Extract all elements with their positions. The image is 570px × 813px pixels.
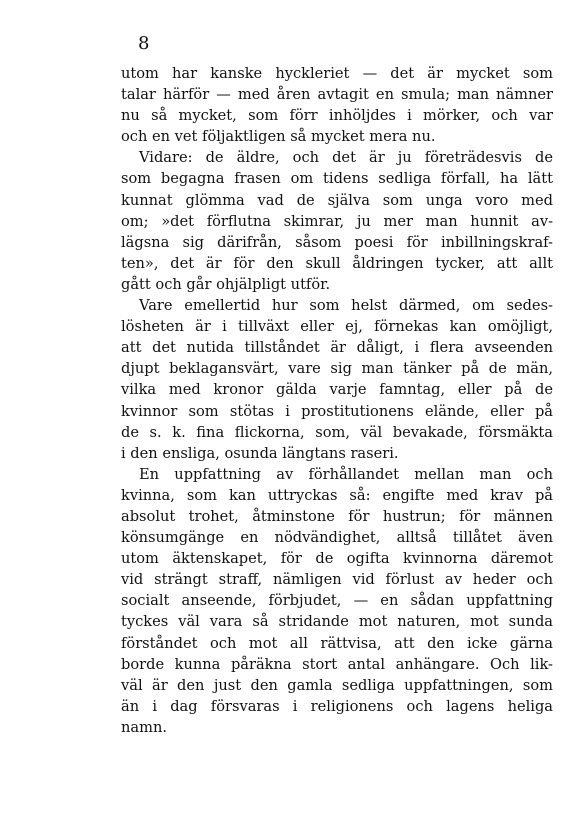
text-line: att det nutida tillståndet är dåligt, i flera avseenden <box>121 339 553 357</box>
text-line: djupt beklagansvärt, vare sig man tänker på de män, <box>121 360 553 378</box>
text-line: kvinna, som kan uttryckas så: engifte med krav på <box>121 486 553 504</box>
text-line: borde kunna påräkna stort antal anhängare. Och lik- <box>121 655 553 673</box>
text-line: vilka med kronor gälda varje famntag, eller på de <box>121 381 553 399</box>
text-line: tyckes väl vara så stridande mot naturen, mot sunda <box>121 613 553 631</box>
text-line: utom äktenskapet, för de ogifta kvinnorna däremot <box>121 550 553 568</box>
text-line: och en vet följaktligen så mycket mera nu. <box>121 128 436 146</box>
text-line: talar härför — med åren avtagit en smula; man nämner <box>121 86 553 104</box>
paragraph <box>121 147 553 295</box>
body-text <box>121 63 553 738</box>
text-line: lägsna sig därifrån, såsom poesi för inbillningskraf- <box>121 233 553 251</box>
text-line: socialt anseende, förbjudet, — en sådan uppfattning <box>121 592 553 610</box>
text-line: kvinnor som stötas i prostitutionens elände, eller på <box>121 402 553 420</box>
page-number: 8 <box>138 33 150 54</box>
paragraph <box>121 63 553 147</box>
text-line: utom har kanske hyckleriet — det är mycket som <box>121 65 553 82</box>
text-line: En uppfattning av förhållandet mellan man och <box>139 465 553 483</box>
text-line: gått och går ohjälpligt utför. <box>121 275 331 293</box>
paragraph <box>121 464 553 738</box>
text-line: väl är den just den gamla sedliga uppfattningen, som <box>121 676 553 694</box>
text-line: i den ensliga, osunda längtans raseri. <box>121 444 399 462</box>
text-line: som begagna frasen om tidens sedliga förfall, ha lätt <box>121 170 553 188</box>
text-line: än i dag försvaras i religionens och lagens heliga <box>121 697 553 715</box>
text-line: Vare emellertid hur som helst därmed, om sedes- <box>139 297 553 315</box>
text-line: kunnat glömma vad de själva som unga voro med <box>121 191 553 209</box>
text-line: namn. <box>121 718 167 736</box>
text-line: om; »det förflutna skimrar, ju mer man hunnit av- <box>121 212 553 230</box>
text-line: de s. k. fina flickorna, som, väl bevakade, försmäkta <box>121 423 553 441</box>
text-line: lösheten är i tillväxt eller ej, förnekas kan omöjligt, <box>121 318 553 336</box>
text-line: ten», det är för den skull åldringen tycker, att allt <box>121 254 553 272</box>
text-line: Vidare: de äldre, och det är ju företrädesvis de <box>139 149 553 167</box>
text-line: könsumgänge en nödvändighet, alltså tillåtet även <box>121 529 553 547</box>
paragraph <box>121 295 553 464</box>
text-line: förståndet och mot all rättvisa, att den icke gärna <box>121 634 553 652</box>
text-line: nu så mycket, som förr inhöljdes i mörker, och var <box>121 107 553 125</box>
text-line: vid strängt straff, nämligen vid förlust av heder och <box>121 571 553 589</box>
text-line: absolut trohet, åtminstone för hustrun; för männen <box>121 507 553 525</box>
